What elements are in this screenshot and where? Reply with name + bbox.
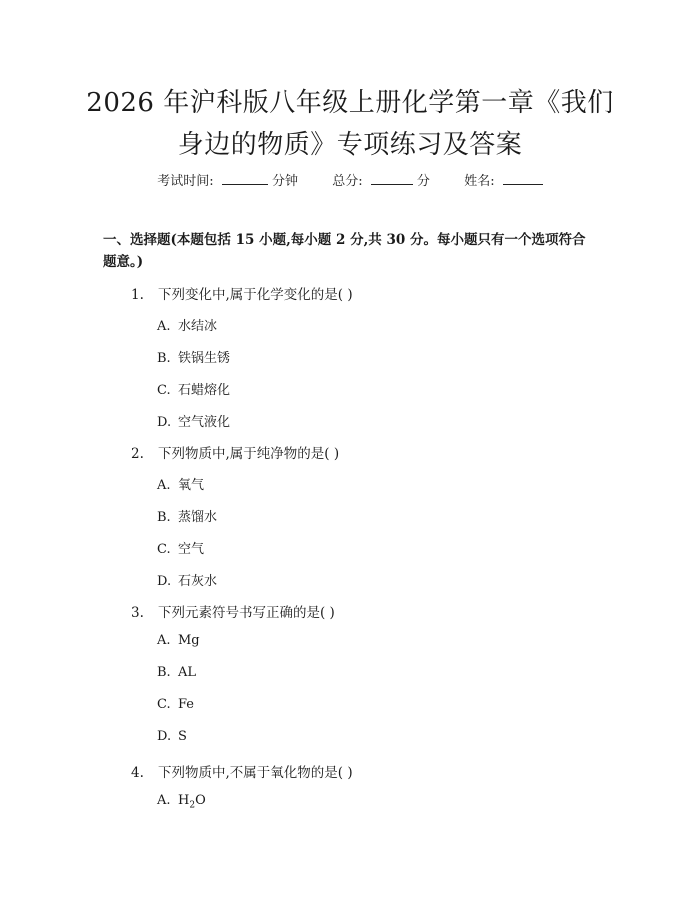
option-letter: D.	[157, 415, 172, 430]
formula-subscript: 2	[189, 800, 196, 811]
section-heading: 一、选择题(本题包括 15 小题,每小题 2 分,共 30 分。每小题只有一个选项符合题意。)	[103, 232, 586, 270]
option-letter: A.	[157, 478, 171, 493]
option-text: 铁锅生锈	[178, 351, 231, 366]
question-text: 下列物质中,属于纯净物的是( )	[158, 446, 340, 462]
option-letter: A.	[157, 319, 171, 334]
option-text: Mg	[178, 633, 200, 648]
q2-option-d	[157, 570, 217, 589]
option-text: 氧气	[178, 478, 205, 493]
question-4	[131, 761, 353, 781]
q2-option-a	[157, 474, 204, 493]
time-label: 考试时间:	[157, 174, 214, 189]
option-text: 空气液化	[178, 415, 231, 430]
option-text: AL	[178, 665, 197, 680]
q3-option-b	[157, 665, 196, 680]
option-text: 蒸馏水	[178, 510, 218, 525]
title-line-2: 身边的物质》专项练习及答案	[177, 130, 523, 160]
option-text	[178, 793, 206, 811]
time-unit: 分钟	[271, 174, 298, 189]
question-2	[131, 442, 339, 462]
question-number: 2.	[131, 446, 144, 462]
name-label: 姓名:	[464, 174, 495, 189]
option-letter: C.	[157, 383, 171, 398]
score-unit: 分	[416, 174, 430, 189]
option-letter: C.	[157, 542, 171, 557]
option-letter: D.	[157, 574, 172, 589]
q1-option-a	[157, 315, 217, 334]
option-text: Fe	[178, 697, 195, 712]
q1-option-c	[157, 379, 230, 398]
option-letter: B.	[157, 351, 171, 366]
question-1	[131, 283, 353, 303]
q2-option-c	[157, 538, 204, 557]
question-text: 下列元素符号书写正确的是( )	[158, 605, 335, 621]
question-text: 下列变化中,属于化学变化的是( )	[158, 287, 353, 303]
option-letter: B.	[157, 510, 171, 525]
exam-meta	[0, 170, 700, 189]
score-blank	[371, 172, 413, 185]
q1-option-b	[157, 347, 230, 366]
option-text: 水结冰	[178, 319, 218, 334]
question-3	[131, 601, 335, 621]
option-text: S	[178, 729, 187, 744]
formula-element: O	[195, 793, 206, 808]
q3-option-d	[157, 729, 187, 744]
document-title	[60, 82, 640, 166]
formula-element: H	[178, 793, 190, 808]
question-number: 1.	[131, 287, 144, 303]
q1-option-d	[157, 411, 230, 430]
question-number: 4.	[131, 765, 144, 781]
title-line-1: 2026 年沪科版八年级上册化学第一章《我们	[86, 88, 614, 118]
option-letter: C.	[157, 697, 171, 712]
option-text: 石灰水	[178, 574, 218, 589]
q2-option-b	[157, 506, 217, 525]
option-text: 石蜡熔化	[178, 383, 231, 398]
q3-option-c	[157, 697, 194, 712]
option-letter: A.	[157, 793, 171, 808]
option-letter: D.	[157, 729, 172, 744]
q3-option-a	[157, 633, 200, 648]
option-letter: B.	[157, 665, 171, 680]
name-blank	[503, 172, 543, 185]
option-text: 空气	[178, 542, 205, 557]
option-letter: A.	[157, 633, 171, 648]
question-number: 3.	[131, 605, 144, 621]
q4-option-a	[157, 793, 206, 811]
score-label: 总分:	[332, 174, 363, 189]
question-text: 下列物质中,不属于氧化物的是( )	[158, 765, 353, 781]
time-blank	[222, 172, 268, 185]
